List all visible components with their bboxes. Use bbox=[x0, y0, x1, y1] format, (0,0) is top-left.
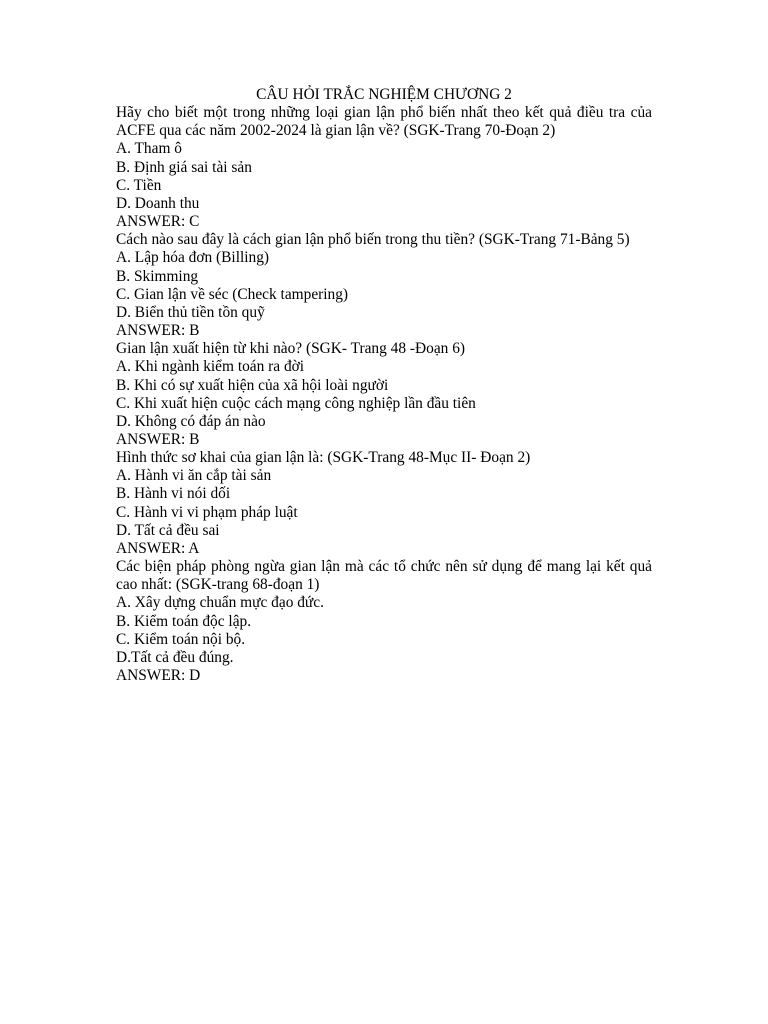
answer-line: ANSWER: A bbox=[116, 539, 200, 557]
option-c: C. Kiểm toán nội bộ. bbox=[116, 630, 246, 648]
option-a: A. Lập hóa đơn (Billing) bbox=[116, 249, 270, 267]
question-block bbox=[116, 231, 652, 340]
answer-line: ANSWER: D bbox=[116, 667, 201, 684]
option-a: A. Xây dựng chuẩn mực đạo đức. bbox=[116, 594, 324, 612]
option-d: D. Không có đáp án nào bbox=[116, 412, 266, 430]
option-a: A. Tham ô bbox=[116, 140, 182, 158]
option-d: D. Biển thủ tiền tồn quỹ bbox=[116, 303, 265, 321]
question-text: Hình thức sơ khai của gian lận là: (SGK-Trang 48-Mục II- Đoạn 2) bbox=[116, 449, 531, 467]
option-b: B. Kiểm toán độc lập. bbox=[116, 612, 252, 630]
option-b: B. Skimming bbox=[116, 267, 199, 285]
option-b: B. Hành vi nói dối bbox=[116, 485, 231, 503]
option-d: D. Tất cả đều sai bbox=[116, 521, 220, 539]
option-c: C. Gian lận về séc (Check tampering) bbox=[116, 285, 349, 303]
option-c: C. Hành vi vi phạm pháp luật bbox=[116, 503, 298, 521]
option-b: B. Khi có sự xuất hiện của xã hội loài người bbox=[116, 376, 389, 394]
option-d: D. Doanh thu bbox=[116, 194, 200, 212]
question-block bbox=[116, 340, 652, 449]
document-title: CÂU HỎI TRẮC NGHIỆM CHƯƠNG 2 bbox=[256, 86, 512, 103]
option-b: B. Định giá sai tài sản bbox=[116, 158, 252, 176]
question-text: Gian lận xuất hiện từ khi nào? (SGK- Trang 48 -Đoạn 6) bbox=[116, 340, 466, 358]
question-text: Hãy cho biết một trong những loại gian lận phổ biến nhất theo kết quả điều tra của ACFE qua các năm 2002-2024 là gian lận về? (SGK-Trang 70-Đoạn 2) bbox=[116, 104, 652, 140]
answer-line: ANSWER: C bbox=[116, 213, 200, 231]
question-block bbox=[116, 558, 652, 685]
question-text: Các biện pháp phòng ngừa gian lận mà các tổ chức nên sử dụng để mang lại kết quả cao nhất: (SGK-trang 68-đoạn 1) bbox=[116, 558, 652, 594]
question-text: Cách nào sau đây là cách gian lận phổ biến trong thu tiền? (SGK-Trang 71-Bảng 5) bbox=[116, 231, 630, 249]
option-a: A. Khi ngành kiểm toán ra đời bbox=[116, 358, 305, 376]
option-d: D.Tất cả đều đúng. bbox=[116, 648, 234, 666]
option-c: C. Tiền bbox=[116, 176, 162, 194]
question-block bbox=[116, 449, 652, 558]
option-c: C. Khi xuất hiện cuộc cách mạng công nghiệp lần đầu tiên bbox=[116, 394, 476, 412]
answer-line: ANSWER: B bbox=[116, 322, 200, 340]
question-block bbox=[116, 104, 652, 231]
document-body bbox=[116, 86, 652, 685]
answer-line: ANSWER: B bbox=[116, 430, 200, 448]
option-a: A. Hành vi ăn cắp tài sản bbox=[116, 467, 272, 485]
